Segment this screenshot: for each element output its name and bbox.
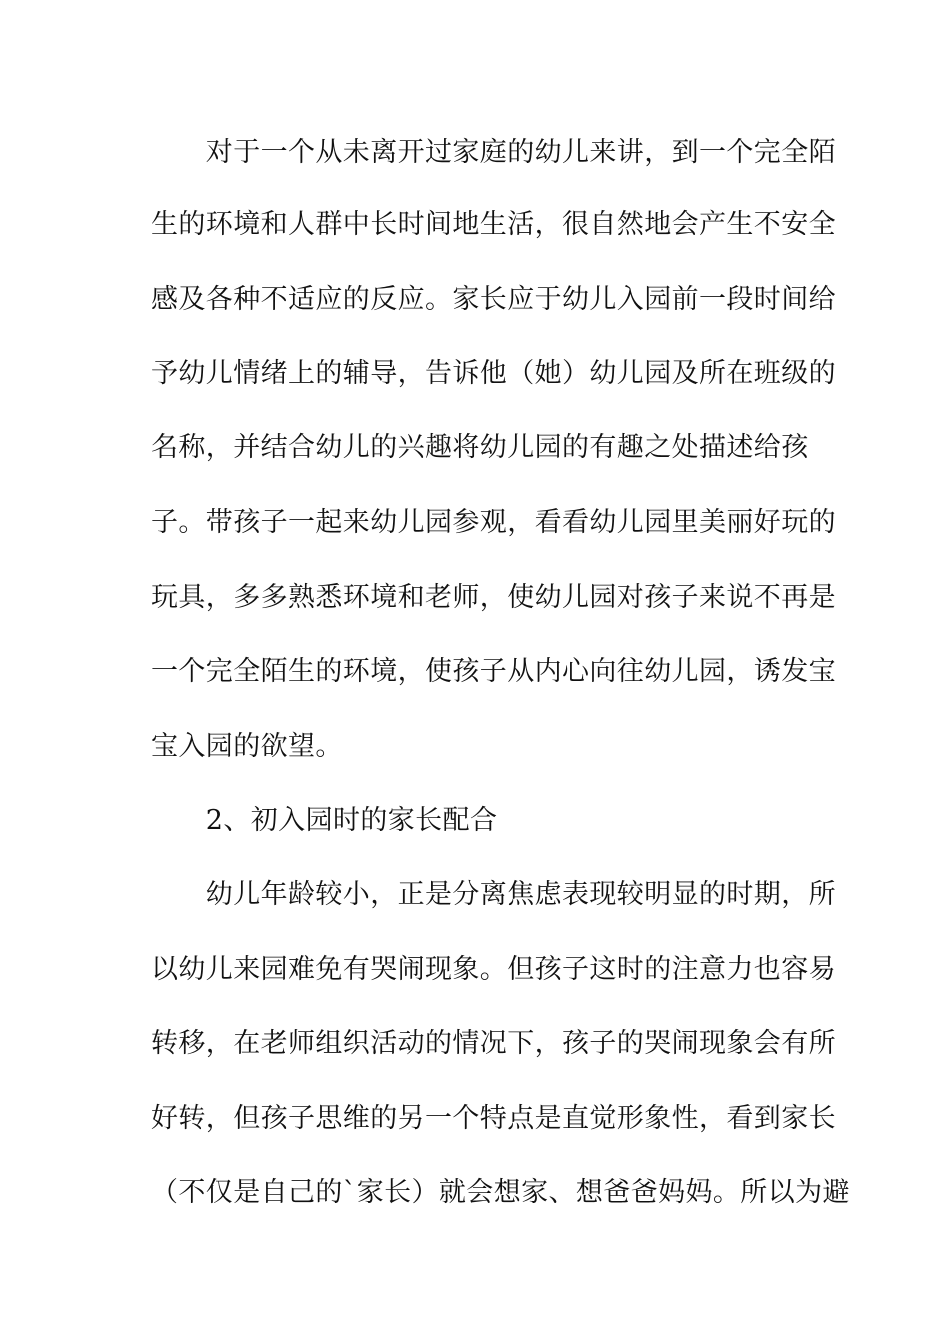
text-line: 予幼儿情绪上的辅导，告诉他（她）幼儿园及所在班级的 <box>151 358 836 389</box>
text-line: 对于一个从未离开过家庭的幼儿来讲，到一个完全陌 <box>151 137 836 168</box>
text-line: 子。带孩子一起来幼儿园参观，看看幼儿园里美丽好玩的 <box>151 507 836 538</box>
text-line: 宝入园的欲望。 <box>151 731 343 762</box>
text-line: 生的环境和人群中长时间地生活，很自然地会产生不安全 <box>151 209 836 240</box>
text-line: 幼儿年龄较小，正是分离焦虑表现较明显的时期，所 <box>151 879 836 910</box>
section-heading: 2、初入园时的家长配合 <box>151 805 498 836</box>
text-line: （不仅是自己的`家长）就会想家、想爸爸妈妈。所以为避 <box>151 1177 850 1208</box>
text-line: 玩具，多多熟悉环境和老师，使幼儿园对孩子来说不再是 <box>151 582 836 613</box>
text-line: 好转，但孩子思维的另一个特点是直觉形象性，看到家长 <box>151 1103 836 1134</box>
text-line: 以幼儿来园难免有哭闹现象。但孩子这时的注意力也容易 <box>151 954 836 985</box>
text-line: 感及各种不适应的反应。家长应于幼儿入园前一段时间给 <box>151 284 836 315</box>
text-line: 转移，在老师组织活动的情况下，孩子的哭闹现象会有所 <box>151 1028 836 1059</box>
text-line: 名称，并结合幼儿的兴趣将幼儿园的有趣之处描述给孩 <box>151 432 809 463</box>
text-line: 一个完全陌生的环境，使孩子从内心向往幼儿园，诱发宝 <box>151 656 836 687</box>
